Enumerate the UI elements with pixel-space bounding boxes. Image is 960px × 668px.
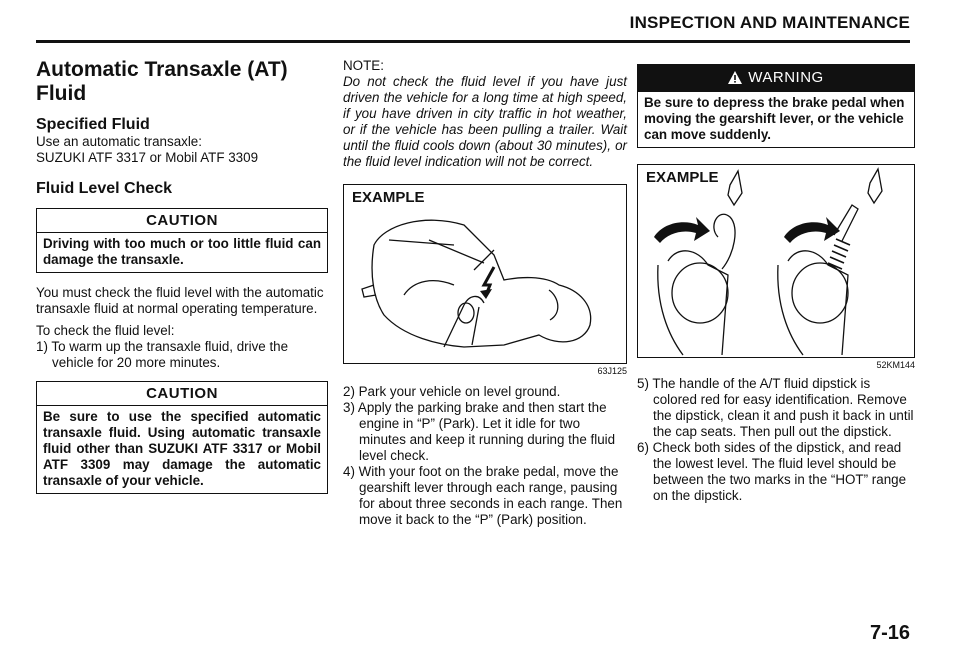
column-left [36,58,328,494]
fluid-level-heading: Fluid Level Check [36,180,173,197]
warning-title: WARNING [748,69,824,86]
step-6: 6) Check both sides of the dipstick, and read the lowest level. The fluid level should be between the two marks in the “HOT” range on the dipstick. [637,440,907,503]
transaxle-illustration [344,185,626,363]
dipstick-illustration [638,165,914,357]
step-2: 2) Park your vehicle on level ground. [343,384,561,399]
caution-text: Driving with too much or too little fluid can damage the transaxle. [43,236,321,267]
specified-fluid-heading: Specified Fluid [36,116,150,133]
caution-box-2 [36,381,328,494]
figure-label: EXAMPLE [352,189,425,206]
paragraph-temperature: You must check the fluid level with the automatic transaxle fluid at normal operating temperature. [36,285,324,316]
page-number: 7-16 [869,622,910,644]
figure-label: EXAMPLE [646,169,719,186]
step-4: 4) With your foot on the brake pedal, move the gearshift lever through each range, pausing for about three seconds in each range. Then move it back to the “P” (Park) position. [343,464,623,527]
step-list-1 [36,339,328,371]
column-right [637,64,915,504]
specified-fluid-line1: Use an automatic transaxle: [36,134,202,149]
note-label: NOTE: [343,58,384,73]
caution-text: Be sure to use the specified automatic transaxle fluid. Using automatic transaxle fluid other than SUZUKI ATF 3317 or Mobil ATF 3309 may damage the automatic transaxle of your vehicle. [43,409,321,488]
paragraph-check-intro: To check the fluid level: [36,323,175,338]
warning-triangle-icon [728,71,742,88]
dipstick-figure [637,164,915,358]
header-rule [36,40,910,43]
section-title: INSPECTION AND MAINTENANCE [629,13,910,32]
caution-title: CAUTION [37,382,327,406]
caution-box-1 [36,208,328,273]
note-text: Do not check the fluid level if you have just driven the vehicle for a long time at high speed, if you have driven in city traffic in hot weather, or if the vehicle has been pulling a trailer. Wait until the fluid cools down (about 30 minutes), or the fluid level indication will not be correct. [343,74,627,169]
warning-box [637,64,915,148]
step-list-3 [637,376,915,504]
figure-code: 63J125 [597,366,627,376]
step-5: 5) The handle of the A/T fluid dipstick is colored red for easy identification. Remove the dipstick, clean it and push it back in until the cap seats. Then pull out the dipstick. [637,376,914,439]
warning-text: Be sure to depress the brake pedal when moving the gearshift lever, or the vehicle can move suddenly. [644,95,905,142]
specified-fluid-line2: SUZUKI ATF 3317 or Mobil ATF 3309 [36,150,259,165]
step-list-2 [343,384,627,528]
warning-header [638,65,914,92]
column-middle [343,58,627,528]
step-1: 1) To warm up the transaxle fluid, drive the vehicle for 20 more minutes. [36,339,289,370]
step-3: 3) Apply the parking brake and then start the engine in “P” (Park). Let it idle for two minutes and keep it running during the fluid level check. [343,400,616,463]
page-title: Automatic Transaxle (AT) Fluid [36,58,288,105]
caution-title: CAUTION [37,209,327,233]
figure-code: 52KM144 [876,360,915,370]
transaxle-figure [343,184,627,364]
